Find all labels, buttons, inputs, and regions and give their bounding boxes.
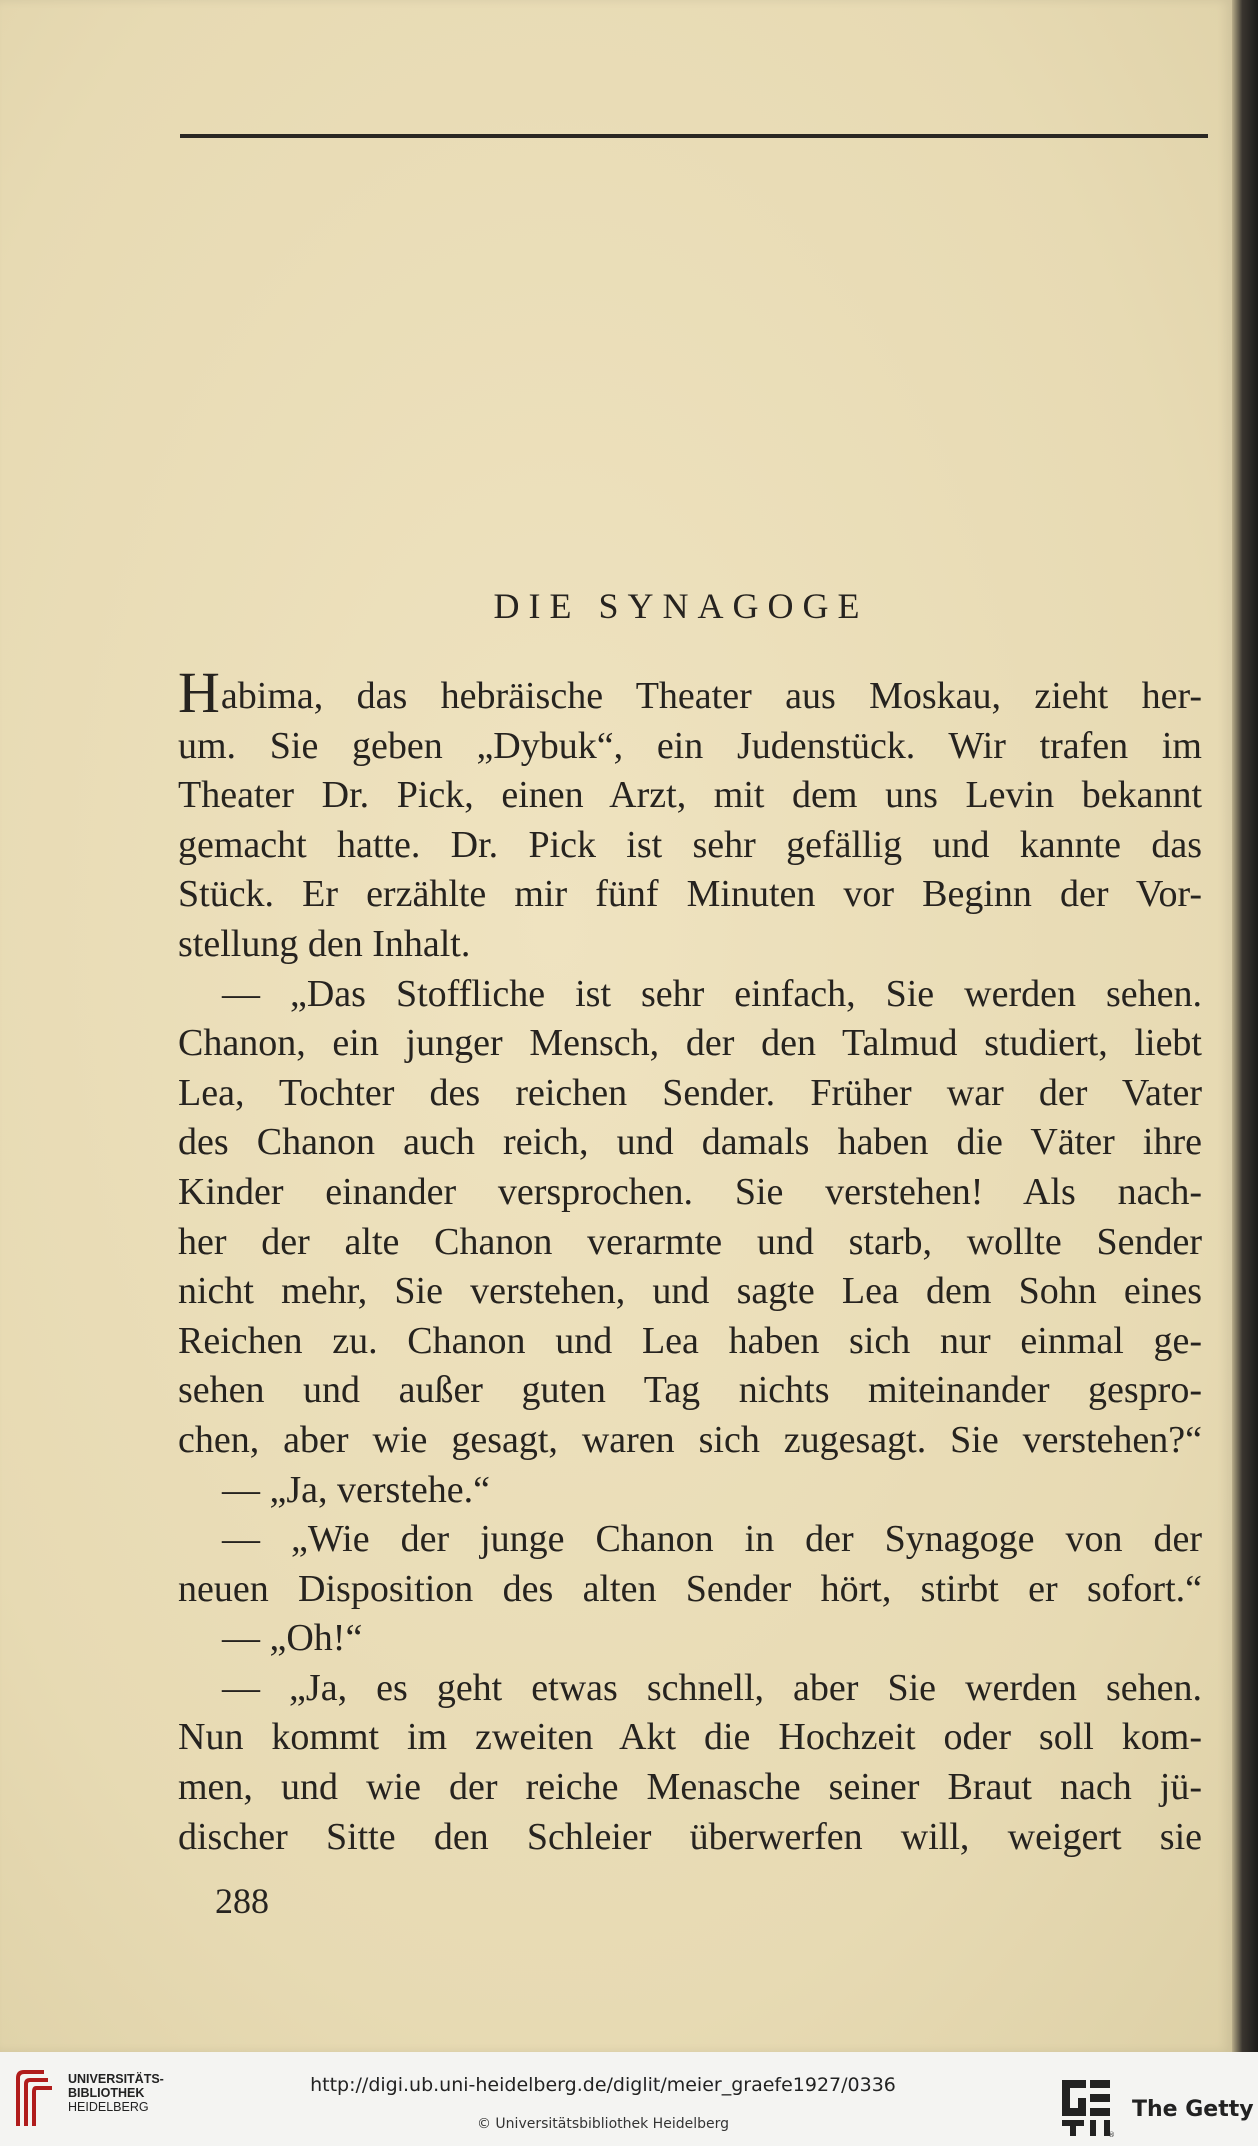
text-line-20: — „Oh!“ [222, 1617, 363, 1660]
drop-cap: H [178, 660, 220, 725]
text-line-6: stellung den Inhalt. [178, 922, 471, 965]
text-line-8: Chanon, ein junger Mensch, der den Talmud studiert, liebt [178, 1022, 1202, 1065]
text-line-1: Habima, das hebräische Theater aus Moskau, zieht her- [178, 660, 1202, 725]
permalink-url[interactable]: http://digi.ub.uni-heidelberg.de/diglit/meier_graefe1927/0336 [310, 2074, 896, 2096]
text-line-24: discher Sitte den Schleier überwerfen will, weigert sie [178, 1815, 1202, 1858]
text-line-9: Lea, Tochter des reichen Sender. Früher war der Vater [178, 1071, 1202, 1114]
page-number: 288 [215, 1881, 269, 1921]
text-line-7: — „Das Stoffliche ist sehr einfach, Sie werden sehen. [222, 972, 1202, 1015]
text-line-17: — „Ja, verstehe.“ [222, 1468, 490, 1511]
library-name: UNIVERSITÄTS- BIBLIOTHEK HEIDELBERG [68, 2072, 164, 2114]
chapter-title: DIE SYNAGOGE [493, 586, 869, 626]
top-rule [180, 134, 1208, 138]
text-line-16: chen, aber wie gesagt, waren sich zugesagt. Sie verstehen?“ [178, 1418, 1202, 1461]
body-text [178, 660, 1202, 1862]
page-edge-shadow [1232, 0, 1258, 2052]
text-line-11: Kinder einander versprochen. Sie verstehen! Als nach- [178, 1170, 1202, 1213]
getty-wordmark: The Getty [1132, 2097, 1254, 2122]
text-line-3: Theater Dr. Pick, einen Arzt, mit dem uns Levin bekannt [178, 774, 1202, 817]
text-line-4: gemacht hatte. Dr. Pick ist sehr gefällig und kannte das [178, 823, 1202, 866]
text-line-12: her der alte Chanon verarmte und starb, wollte Sender [178, 1220, 1202, 1263]
text-line-15: sehen und außer guten Tag nichts miteinander gespro- [178, 1369, 1202, 1412]
text-line-23: men, und wie der reiche Menasche seiner Braut nach jü- [178, 1766, 1202, 1809]
text-line-5: Stück. Er erzählte mir fünf Minuten vor Beginn der Vor- [178, 873, 1202, 916]
text-line-13: nicht mehr, Sie verstehen, und sagte Lea dem Sohn eines [178, 1270, 1202, 1313]
text-line-21: — „Ja, es geht etwas schnell, aber Sie werden sehen. [222, 1666, 1202, 1709]
text-line-18: — „Wie der junge Chanon in der Synagoge von der [222, 1518, 1202, 1561]
text-line-2: um. Sie geben „Dybuk“, ein Judenstück. Wir trafen im [178, 724, 1202, 767]
copyright-notice: © Universitätsbibliothek Heidelberg [476, 2116, 729, 2132]
text-line-14: Reichen zu. Chanon und Lea haben sich nur einmal ge- [178, 1319, 1202, 1362]
getty-logo-icon [1058, 2074, 1114, 2138]
svg-text:®: ® [1108, 2131, 1115, 2139]
text-line-22: Nun kommt im zweiten Akt die Hochzeit oder soll kom- [178, 1716, 1202, 1759]
footer-bar [0, 2052, 1258, 2146]
text-line-19: neuen Disposition des alten Sender hört, stirbt er sofort.“ [178, 1567, 1202, 1610]
text-line-10: des Chanon auch reich, und damals haben die Väter ihre [178, 1121, 1202, 1164]
